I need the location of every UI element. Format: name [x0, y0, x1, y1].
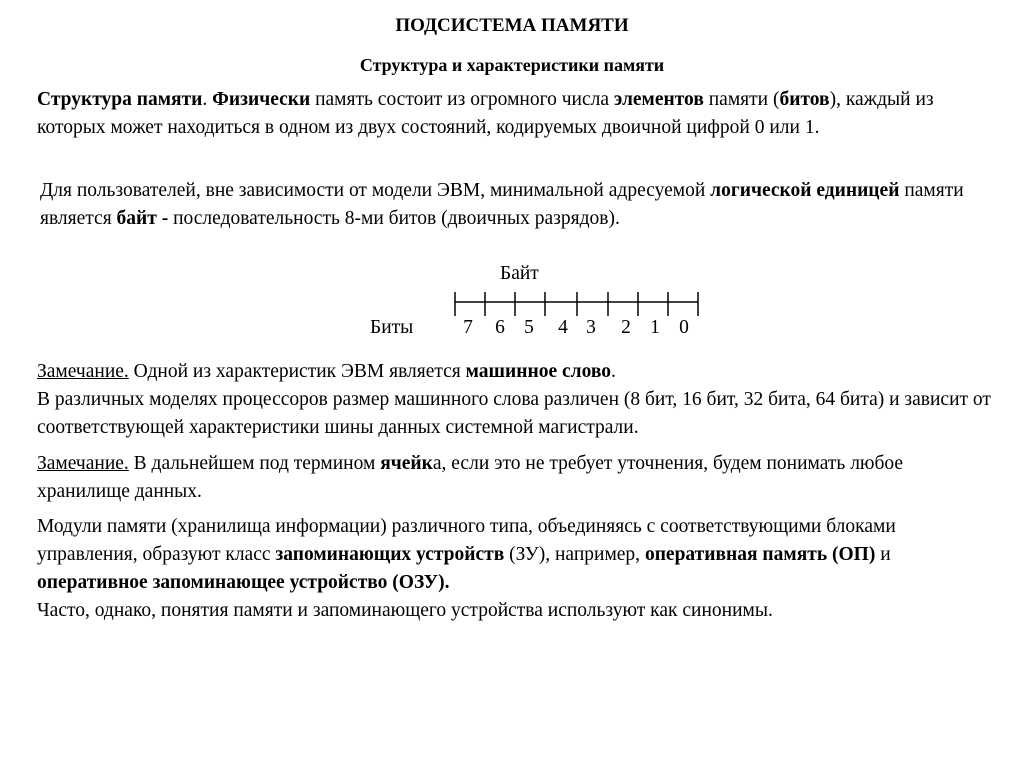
cell-note-paragraph — [37, 450, 997, 506]
note-label: Замечание. — [37, 453, 129, 474]
bit-number: 2 — [621, 317, 631, 338]
text: и — [875, 544, 891, 565]
storage-devices-paragraph — [37, 513, 997, 625]
text: . — [202, 89, 213, 110]
term-bits: битов — [779, 89, 830, 110]
term-physically: Физически — [212, 89, 311, 110]
term-elements: элементов — [613, 89, 704, 110]
bit-number: 3 — [586, 317, 596, 338]
text: (ЗУ), например, — [504, 544, 645, 565]
page-title: ПОДСИСТЕМА ПАМЯТИ — [395, 15, 629, 36]
term-memory-structure: Структура памяти — [37, 89, 203, 110]
text: ), каждый из которых может находиться в одном из двух состояний, кодируемых двоичной цифрой 0 или 1. — [37, 89, 934, 138]
bit-number: 6 — [495, 317, 505, 338]
term-ram: оперативное запоминающее устройство (ОЗУ). — [37, 572, 450, 593]
bits-label: Биты — [370, 317, 414, 338]
term-byte: байт - — [116, 208, 169, 229]
note-label: Замечание. — [37, 361, 129, 382]
term-machine-word: машинное слово — [465, 361, 612, 382]
bit-number: 4 — [558, 317, 568, 338]
term-logical-unit: логической единицей — [710, 180, 900, 201]
term-cell: ячейк — [380, 453, 433, 474]
text: В различных моделях процессоров размер машинного слова различен (8 бит, 16 бит, 32 бита, 64 бита) и зависит от соответствующей характеристики шины данных системной магистрали. — [37, 389, 991, 438]
bit-number: 1 — [650, 317, 660, 338]
text: памяти ( — [703, 89, 780, 110]
bit-number: 5 — [524, 317, 534, 338]
term-main-memory: оперативная память (ОП) — [644, 544, 876, 565]
text: память состоит из огромного числа — [310, 89, 614, 110]
text: а, если это не требует уточнения, будем понимать любое хранилище данных. — [37, 453, 904, 502]
machine-word-paragraph — [37, 358, 997, 442]
bit-number: 0 — [679, 317, 689, 338]
text: последовательность 8-ми битов (двоичных разрядов). — [168, 208, 620, 229]
bit-number: 7 — [463, 317, 473, 338]
text: Модули памяти (хранилища информации) различного типа, объединяясь с соответствующими блоками управления, образуют класс — [37, 516, 896, 565]
term-storage-devices: запоминающих устройств — [275, 544, 505, 565]
page-subtitle: Структура и характеристики памяти — [359, 55, 665, 75]
text: Часто, однако, понятия памяти и запоминающего устройства используют как синонимы. — [37, 600, 773, 621]
text: Одной из характеристик ЭВМ является — [128, 361, 466, 382]
text: В дальнейшем под термином — [128, 453, 381, 474]
byte-label: Байт — [500, 263, 539, 284]
text: Для пользователей, вне зависимости от модели ЭВМ, минимальной адресуемой — [40, 180, 711, 201]
text: . — [611, 361, 616, 382]
text: памяти является — [40, 180, 964, 229]
